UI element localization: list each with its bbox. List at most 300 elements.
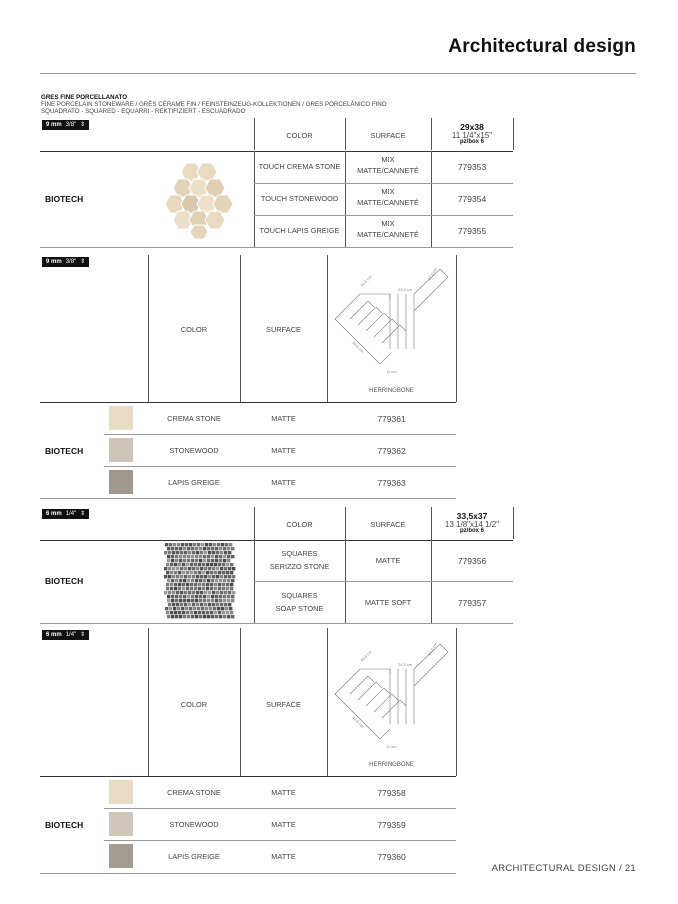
- mosaic-tile: [206, 587, 209, 590]
- mosaic-tile: [167, 555, 170, 558]
- surface-finish: MATTE/CANNETÉ: [357, 198, 419, 207]
- mosaic-tile: [223, 555, 226, 558]
- mosaic-tile: [222, 587, 225, 590]
- mosaic-tile: [208, 591, 211, 594]
- mosaic-tile: [207, 555, 210, 558]
- mosaic-tile: [219, 547, 222, 550]
- pieces-per-box: pz/box 6: [459, 528, 484, 534]
- mosaic-tile: [181, 543, 184, 546]
- mosaic-tile: [212, 591, 215, 594]
- mosaic-tile: [171, 579, 174, 582]
- mosaic-tile: [176, 551, 179, 554]
- mosaic-tile: [174, 563, 177, 566]
- mosaic-tile: [230, 563, 233, 566]
- mosaic-tile: [196, 567, 199, 570]
- mosaic-tile: [206, 583, 209, 586]
- surface-finish: MATTE: [271, 788, 296, 797]
- mosaic-tile: [189, 543, 192, 546]
- col-header-surface: SURFACE: [370, 520, 406, 529]
- mosaic-tile: [207, 615, 210, 618]
- mosaic-tile: [179, 579, 182, 582]
- mosaic-tile: [192, 567, 195, 570]
- thickness-arrow-icon: ⇕: [80, 122, 86, 128]
- mosaic-tile: [191, 615, 194, 618]
- mosaic-tile: [228, 567, 231, 570]
- mosaic-tile: [232, 567, 235, 570]
- mosaic-tile: [198, 571, 201, 574]
- mosaic-tile: [182, 587, 185, 590]
- mosaic-tile: [166, 611, 169, 614]
- mosaic-tile: [199, 595, 202, 598]
- mosaic-tile: [198, 563, 201, 566]
- mosaic-tile: [196, 603, 199, 606]
- mosaic-tile: [223, 599, 226, 602]
- mosaic-tile: [170, 571, 173, 574]
- mosaic-tile: [182, 611, 185, 614]
- product-code: 779357: [457, 598, 487, 608]
- mosaic-tile: [167, 579, 170, 582]
- col-header-color: COLOR: [180, 325, 208, 334]
- color-name: TOUCH CREMA STONE: [258, 162, 341, 171]
- mosaic-tile: [215, 579, 218, 582]
- mosaic-tile: [191, 547, 194, 550]
- title-divider: [40, 73, 636, 74]
- mosaic-tile: [223, 595, 226, 598]
- mosaic-tile: [199, 547, 202, 550]
- intro-block: [41, 94, 387, 115]
- mosaic-tile: [225, 543, 228, 546]
- mosaic-tile: [171, 599, 174, 602]
- mosaic-tile: [214, 587, 217, 590]
- surface-type: MIX: [381, 187, 395, 196]
- mosaic-tile: [228, 575, 231, 578]
- mosaic-tile: [172, 591, 175, 594]
- mosaic-tile: [221, 607, 224, 610]
- thickness-arrow-icon: ⇕: [80, 511, 86, 517]
- page-title: Architectural design: [448, 36, 636, 57]
- mosaic-tile: [227, 595, 230, 598]
- mosaic-tile: [202, 571, 205, 574]
- surface-finish: MATTE: [271, 414, 296, 423]
- thickness-badge: [42, 120, 89, 130]
- product-code: 779360: [377, 852, 406, 862]
- mosaic-tile: [167, 615, 170, 618]
- mosaic-tile: [198, 583, 201, 586]
- mosaic-tile: [182, 583, 185, 586]
- pieces-per-box: pz/box 6: [459, 139, 484, 145]
- herringbone-diagram: [330, 261, 454, 379]
- mosaic-tile: [206, 571, 209, 574]
- mosaic-tile: [188, 551, 191, 554]
- product-code: 779355: [457, 226, 487, 236]
- mosaic-tile: [215, 615, 218, 618]
- mosaic-tile: [217, 607, 220, 610]
- product-code: 779359: [377, 820, 406, 830]
- mosaic-tile: [171, 559, 174, 562]
- mosaic-tile: [184, 603, 187, 606]
- color-swatch: [109, 438, 133, 462]
- mosaic-tile: [211, 555, 214, 558]
- mosaic-tile: [210, 571, 213, 574]
- mosaic-tile: [211, 547, 214, 550]
- size-inch: 13 1/8"x14 1/2": [444, 520, 500, 529]
- thickness-badge: [42, 257, 89, 267]
- product-code: 779358: [377, 788, 406, 798]
- mosaic-tile: [223, 559, 226, 562]
- color-name: LAPIS GREIGE: [168, 852, 220, 861]
- mosaic-tile: [168, 603, 171, 606]
- product-code: 779356: [457, 556, 487, 566]
- mosaic-tile: [214, 571, 217, 574]
- mosaic-tile: [230, 587, 233, 590]
- mosaic-tile: [191, 595, 194, 598]
- mosaic-tile: [230, 611, 233, 614]
- thickness-inch: 3/8": [65, 122, 77, 128]
- mosaic-tile: [232, 591, 235, 594]
- color-swatch: [109, 812, 133, 836]
- mosaic-tile: [220, 591, 223, 594]
- svg-text:44,5 cm: 44,5 cm: [426, 266, 438, 282]
- mosaic-tile: [224, 591, 227, 594]
- mosaic-tile: [187, 615, 190, 618]
- pattern-name: HERRINGBONE: [369, 762, 414, 768]
- mosaic-tile: [165, 543, 168, 546]
- mosaic-tile: [175, 579, 178, 582]
- mosaic-tile: [192, 551, 195, 554]
- mosaic-tile: [231, 547, 234, 550]
- mosaic-tile: [182, 571, 185, 574]
- hexagon-tile-image: [165, 159, 235, 239]
- mosaic-tile: [195, 559, 198, 562]
- mosaic-tile: [222, 583, 225, 586]
- mosaic-tile: [215, 555, 218, 558]
- mosaic-tile: [223, 547, 226, 550]
- mosaic-tile: [188, 575, 191, 578]
- mosaic-tile: [174, 587, 177, 590]
- mosaic-tile: [164, 575, 167, 578]
- mosaic-tile: [200, 603, 203, 606]
- mosaic-tile: [188, 603, 191, 606]
- thickness-inch: 1/4": [65, 632, 77, 638]
- section-hexagon: [40, 118, 515, 250]
- product-code: 779353: [457, 162, 487, 172]
- mosaic-tile: [185, 607, 188, 610]
- mosaic-tile: [184, 567, 187, 570]
- color-name: TOUCH STONEWOOD: [260, 194, 339, 203]
- mosaic-tile: [219, 555, 222, 558]
- mosaic-tile: [218, 611, 221, 614]
- mosaic-tile: [170, 587, 173, 590]
- mosaic-tile: [206, 611, 209, 614]
- surface-finish: MATTE: [271, 852, 296, 861]
- mosaic-tile: [174, 571, 177, 574]
- brand-name: BIOTECH: [45, 820, 84, 830]
- mosaic-tile: [218, 563, 221, 566]
- mosaic-tile: [184, 551, 187, 554]
- mosaic-tile: [172, 575, 175, 578]
- mosaic-tile: [193, 607, 196, 610]
- mosaic-tile: [222, 571, 225, 574]
- mosaic-tile: [195, 555, 198, 558]
- mosaic-tile: [202, 563, 205, 566]
- mosaic-tile: [168, 567, 171, 570]
- mosaic-tile: [212, 603, 215, 606]
- mosaic-tile: [220, 575, 223, 578]
- mosaic-tile: [167, 559, 170, 562]
- mosaic-tile: [220, 603, 223, 606]
- mosaic-tile: [231, 615, 234, 618]
- mosaic-tile: [177, 543, 180, 546]
- color-swatch: [109, 406, 133, 430]
- brand-name: BIOTECH: [45, 576, 84, 586]
- mosaic-tile: [203, 555, 206, 558]
- mosaic-tile: [175, 555, 178, 558]
- mosaic-tile: [170, 611, 173, 614]
- mosaic-tile: [208, 567, 211, 570]
- page-footer: ARCHITECTURAL DESIGN / 21: [491, 863, 636, 874]
- mosaic-tile: [183, 559, 186, 562]
- mosaic-tile: [173, 607, 176, 610]
- mosaic-tile: [200, 575, 203, 578]
- mosaic-tile: [216, 603, 219, 606]
- mosaic-tile: [166, 563, 169, 566]
- surface-finish: MATTE/CANNETÉ: [357, 230, 419, 239]
- mosaic-tile: [215, 595, 218, 598]
- mosaic-tile: [171, 595, 174, 598]
- mosaic-tile: [231, 579, 234, 582]
- mosaic-tile: [208, 575, 211, 578]
- mosaic-tile: [222, 563, 225, 566]
- mosaic-tile: [172, 603, 175, 606]
- mosaic-tile: [215, 559, 218, 562]
- brand-name: BIOTECH: [45, 194, 84, 204]
- mosaic-tile: [227, 559, 230, 562]
- mosaic-tile: [189, 607, 192, 610]
- mosaic-tile: [175, 547, 178, 550]
- thickness-mm: 6 mm: [46, 511, 62, 517]
- mosaic-tile: [216, 575, 219, 578]
- mosaic-tile: [181, 607, 184, 610]
- mosaic-tile: [207, 559, 210, 562]
- mosaic-tile: [219, 615, 222, 618]
- mosaic-tile: [212, 575, 215, 578]
- svg-text:44,5 cm: 44,5 cm: [351, 340, 365, 354]
- mosaic-tile: [188, 591, 191, 594]
- mosaic-tile: [178, 583, 181, 586]
- mosaic-tile: [220, 567, 223, 570]
- mosaic-tile: [171, 547, 174, 550]
- svg-text:44,5 cm: 44,5 cm: [359, 649, 373, 663]
- squares-mosaic-image: [160, 543, 240, 621]
- color-swatch: [109, 844, 133, 868]
- mosaic-tile: [186, 571, 189, 574]
- mosaic-tile: [210, 583, 213, 586]
- mosaic-tile: [211, 615, 214, 618]
- thickness-mm: 9 mm: [46, 122, 62, 128]
- mosaic-tile: [211, 599, 214, 602]
- mosaic-tile: [187, 579, 190, 582]
- mosaic-tile: [186, 611, 189, 614]
- mosaic-tile: [226, 587, 229, 590]
- mosaic-tile: [187, 595, 190, 598]
- mosaic-tile: [202, 587, 205, 590]
- mosaic-tile: [190, 563, 193, 566]
- mosaic-tile: [230, 571, 233, 574]
- mosaic-tile: [214, 611, 217, 614]
- surface-finish: MATTE: [271, 446, 296, 455]
- mosaic-tile: [199, 559, 202, 562]
- section-herringbone-9mm: [40, 255, 460, 500]
- mosaic-tile: [200, 567, 203, 570]
- mosaic-tile: [232, 575, 235, 578]
- mosaic-tile: [230, 583, 233, 586]
- mosaic-tile: [224, 551, 227, 554]
- mosaic-tile: [201, 607, 204, 610]
- mosaic-tile: [229, 607, 232, 610]
- mosaic-tile: [191, 555, 194, 558]
- mosaic-tile: [210, 563, 213, 566]
- mosaic-tile: [176, 591, 179, 594]
- color-name-line2: SOAP STONE: [275, 604, 324, 613]
- mosaic-tile: [176, 603, 179, 606]
- mosaic-tile: [180, 567, 183, 570]
- product-code: 779362: [377, 446, 406, 456]
- mosaic-tile: [184, 591, 187, 594]
- mosaic-tile: [180, 551, 183, 554]
- mosaic-tile: [226, 611, 229, 614]
- mosaic-tile: [204, 567, 207, 570]
- mosaic-tile: [209, 607, 212, 610]
- mosaic-tile: [213, 543, 216, 546]
- mosaic-tile: [204, 551, 207, 554]
- mosaic-tile: [224, 603, 227, 606]
- mosaic-tile: [203, 579, 206, 582]
- mosaic-tile: [183, 595, 186, 598]
- thickness-badge: [42, 509, 89, 519]
- mosaic-tile: [213, 607, 216, 610]
- mosaic-tile: [190, 611, 193, 614]
- mosaic-tile: [179, 547, 182, 550]
- mosaic-tile: [180, 603, 183, 606]
- mosaic-tile: [195, 615, 198, 618]
- surface-finish: MATTE/CANNETÉ: [357, 166, 419, 175]
- mosaic-tile: [219, 579, 222, 582]
- mosaic-tile: [192, 591, 195, 594]
- mosaic-tile: [207, 599, 210, 602]
- mosaic-tile: [231, 599, 234, 602]
- mosaic-tile: [214, 563, 217, 566]
- thickness-badge: [42, 630, 89, 640]
- color-name: TOUCH LAPIS GREIGE: [259, 226, 340, 235]
- color-name: CREMA STONE: [167, 414, 221, 423]
- svg-text:44,5 cm: 44,5 cm: [359, 274, 373, 288]
- mosaic-tile: [208, 551, 211, 554]
- product-code: 779363: [377, 478, 406, 488]
- section-herringbone-6mm: [40, 628, 460, 874]
- mosaic-tile: [169, 543, 172, 546]
- mosaic-tile: [210, 587, 213, 590]
- mosaic-tile: [176, 567, 179, 570]
- mosaic-tile: [179, 615, 182, 618]
- mosaic-tile: [195, 579, 198, 582]
- mosaic-tile: [194, 563, 197, 566]
- mosaic-tile: [194, 611, 197, 614]
- color-name-line1: SQUARES: [281, 591, 318, 600]
- mosaic-tile: [167, 547, 170, 550]
- mosaic-tile: [211, 595, 214, 598]
- mosaic-tile: [174, 583, 177, 586]
- mosaic-tile: [203, 559, 206, 562]
- intro-translations: FINE PORCELAIN STONEWARE / GRÈS CÉRAME FIN / FEINSTEINZEUG-KOLLEKTIONEN / GRES PORCELÁNICO FINO: [41, 101, 387, 108]
- mosaic-tile: [197, 543, 200, 546]
- mosaic-tile: [196, 551, 199, 554]
- mosaic-tile: [179, 599, 182, 602]
- mosaic-tile: [186, 563, 189, 566]
- mosaic-tile: [228, 551, 231, 554]
- mosaic-tile: [227, 579, 230, 582]
- mosaic-tile: [207, 547, 210, 550]
- mosaic-tile: [208, 603, 211, 606]
- surface-finish: MATTE: [375, 556, 401, 565]
- color-name: LAPIS GREIGE: [168, 478, 220, 487]
- mosaic-tile: [191, 579, 194, 582]
- mosaic-tile: [202, 611, 205, 614]
- mosaic-tile: [223, 579, 226, 582]
- mosaic-tile: [223, 615, 226, 618]
- mosaic-tile: [203, 615, 206, 618]
- mosaic-tile: [172, 567, 175, 570]
- mosaic-tile: [204, 575, 207, 578]
- mosaic-tile: [227, 555, 230, 558]
- mosaic-tile: [166, 583, 169, 586]
- mosaic-tile: [204, 591, 207, 594]
- mosaic-tile: [198, 587, 201, 590]
- mosaic-tile: [177, 607, 180, 610]
- col-header-surface: SURFACE: [266, 700, 301, 709]
- color-name: STONEWOOD: [169, 446, 219, 455]
- mosaic-tile: [202, 583, 205, 586]
- col-header-color: COLOR: [286, 131, 313, 140]
- mosaic-tile: [168, 591, 171, 594]
- mosaic-tile: [195, 599, 198, 602]
- product-code: 779361: [377, 414, 406, 424]
- mosaic-tile: [225, 607, 228, 610]
- mosaic-tile: [231, 595, 234, 598]
- mosaic-tile: [190, 571, 193, 574]
- mosaic-tile: [218, 571, 221, 574]
- mosaic-tile: [199, 615, 202, 618]
- mosaic-tile: [182, 563, 185, 566]
- mosaic-tile: [168, 575, 171, 578]
- mosaic-tile: [221, 543, 224, 546]
- mosaic-tile: [200, 591, 203, 594]
- mosaic-tile: [229, 543, 232, 546]
- mosaic-tile: [168, 551, 171, 554]
- mosaic-tile: [211, 559, 214, 562]
- mosaic-tile: [187, 555, 190, 558]
- svg-text:44,5 cm: 44,5 cm: [351, 715, 365, 729]
- mosaic-tile: [179, 595, 182, 598]
- mosaic-tile: [186, 587, 189, 590]
- product-code: 779354: [457, 194, 487, 204]
- mosaic-tile: [203, 595, 206, 598]
- mosaic-tile: [171, 615, 174, 618]
- mosaic-tile: [179, 555, 182, 558]
- mosaic-tile: [170, 563, 173, 566]
- thickness-inch: 3/8": [65, 259, 77, 265]
- mosaic-tile: [178, 563, 181, 566]
- thickness-inch: 1/4": [65, 511, 77, 517]
